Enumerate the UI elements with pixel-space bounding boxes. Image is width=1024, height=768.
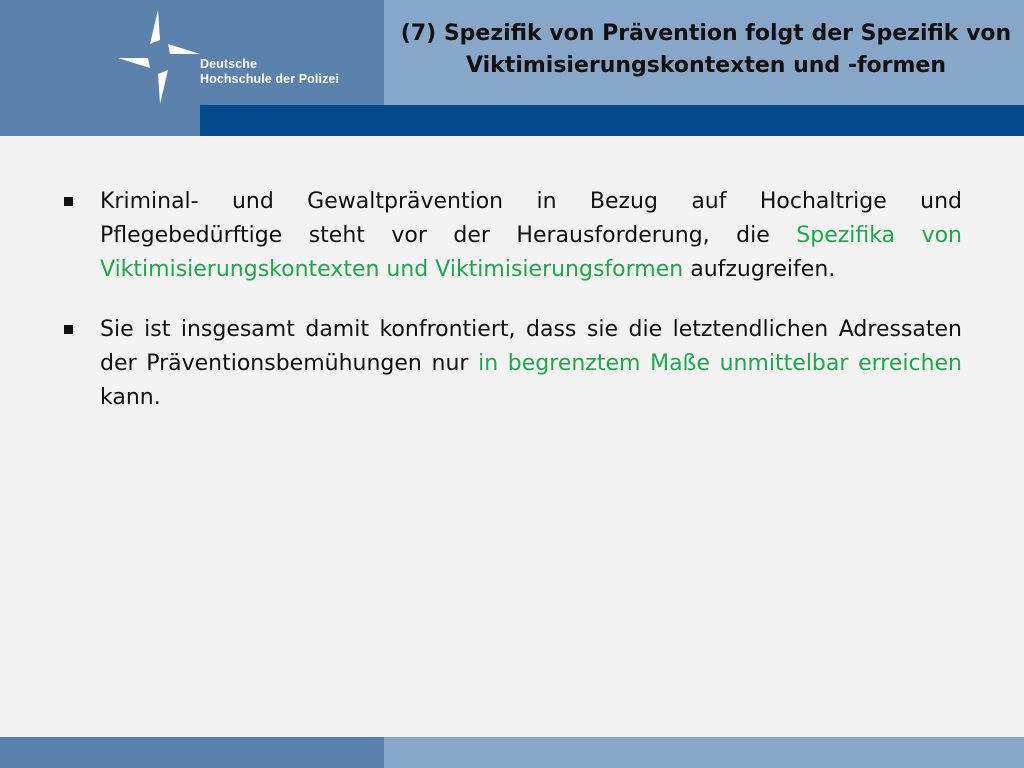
header-strip-right bbox=[200, 105, 1024, 136]
logo-line-1: Deutsche bbox=[200, 57, 258, 71]
bullet-highlight: Spezifika von Viktimisierungskontexten und Viktimisierungsformen bbox=[100, 223, 962, 282]
bullet-text: Sie ist insgesamt damit konfrontiert, dass sie die letztendlichen Adressaten der Präventionsbemühungen nur bbox=[100, 317, 962, 376]
title-line-2: Viktimisierungskontexten und -formen bbox=[465, 53, 946, 78]
title-line-1: (7) Spezifik von Prävention folgt der Spezifik von bbox=[400, 21, 1012, 46]
logo-line-2: Hochschule der Polizei bbox=[200, 72, 340, 86]
logo-text bbox=[200, 57, 339, 87]
footer-left-panel bbox=[0, 737, 384, 768]
content-area bbox=[62, 185, 962, 441]
bullet-text: aufzugreifen. bbox=[683, 257, 836, 282]
square-bullet-icon bbox=[64, 197, 73, 206]
header-strip-left bbox=[0, 105, 200, 136]
bullet-highlight: in begrenztem Maße unmittelbar erreichen bbox=[478, 351, 962, 376]
bullet-text: kann. bbox=[100, 385, 161, 410]
bullet-item bbox=[62, 185, 962, 287]
compass-star-icon bbox=[116, 10, 202, 104]
bullet-item bbox=[62, 313, 962, 415]
square-bullet-icon bbox=[64, 325, 73, 334]
slide-title bbox=[395, 18, 1017, 82]
footer-right-panel bbox=[384, 737, 1024, 768]
bullet-text: Kriminal- und Gewaltprävention in Bezug auf Hochaltrige und Pflegebedürftige steht vor der Herausforderung, die bbox=[100, 189, 962, 248]
